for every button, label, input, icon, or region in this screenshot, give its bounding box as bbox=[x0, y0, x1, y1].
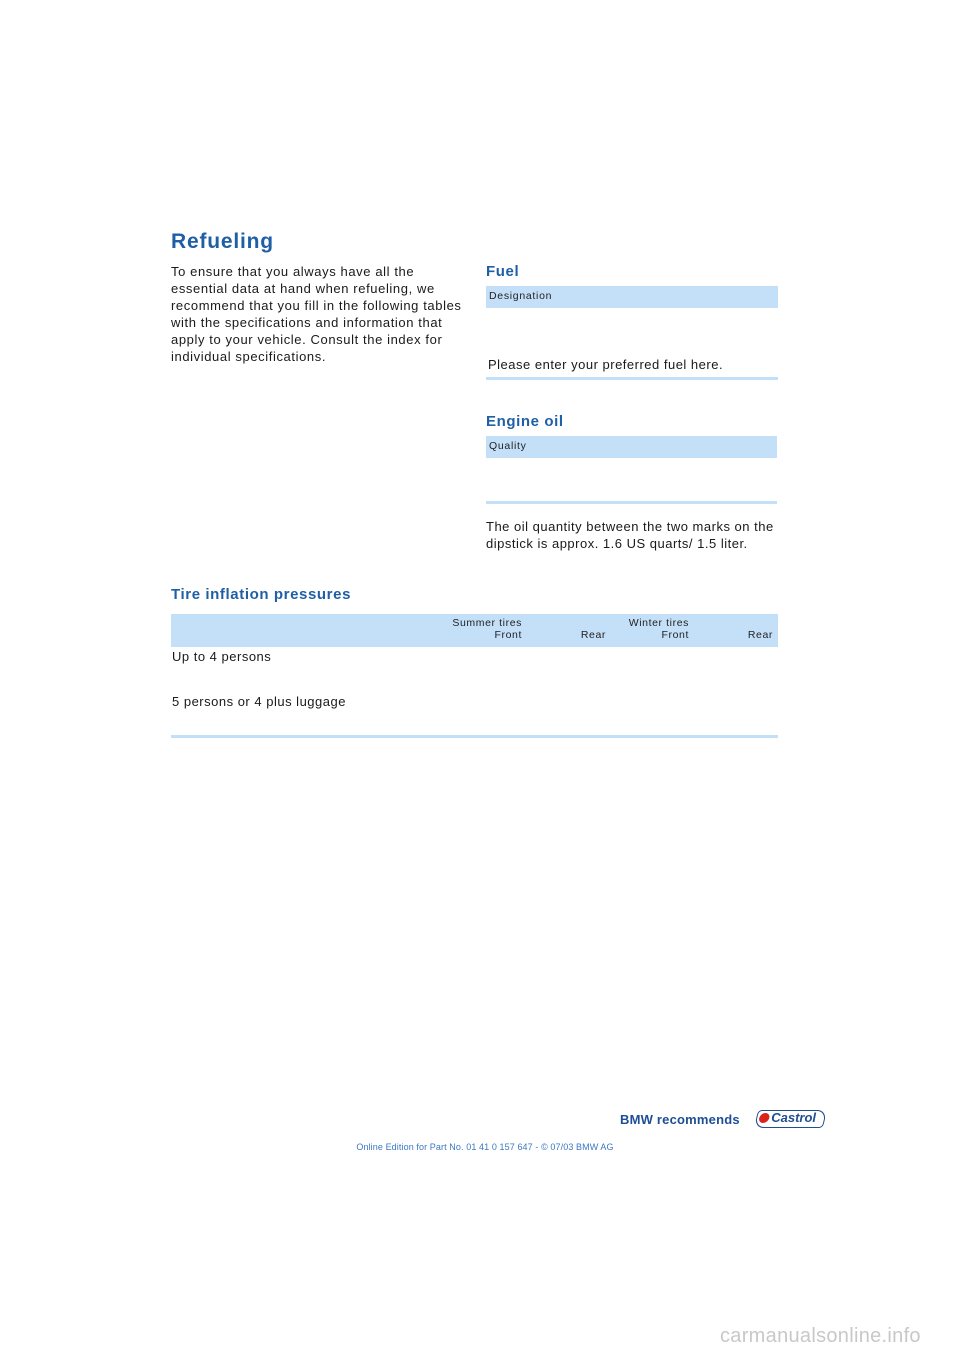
engine-oil-heading: Engine oil bbox=[486, 413, 564, 430]
fuel-heading: Fuel bbox=[486, 263, 520, 280]
tire-table-header bbox=[171, 614, 778, 647]
intro-paragraph: To ensure that you always have all the essential data at hand when refueling, we recommend that you fill in the following tables with the specifications and information that apply to your vehicle. Consult the index for individual specifications. bbox=[171, 264, 462, 364]
oil-quantity-note: The oil quantity between the two marks on the dipstick is approx. 1.6 US quarts/ 1.5 liter. bbox=[486, 519, 774, 551]
summer-front-label: Front bbox=[494, 629, 522, 641]
tire-pressures-heading: Tire inflation pressures bbox=[171, 586, 352, 603]
summer-tires-label: Summer tires bbox=[452, 617, 522, 629]
tire-row-5-persons: 5 persons or 4 plus luggage bbox=[172, 694, 346, 709]
fuel-divider bbox=[486, 377, 778, 380]
summer-rear-label: Rear bbox=[580, 629, 606, 641]
watermark: carmanualsonline.info bbox=[720, 1325, 921, 1347]
oil-quality-bar bbox=[486, 436, 777, 458]
tire-row-up-to-4: Up to 4 persons bbox=[172, 649, 272, 664]
castrol-brand: Castrol bbox=[771, 1110, 817, 1125]
winter-tires-label: Winter tires bbox=[628, 617, 689, 629]
castrol-logo bbox=[754, 1110, 827, 1128]
footer-edition: Online Edition for Part No. 01 41 0 157 647 - © 07/03 BMW AG bbox=[356, 1142, 614, 1152]
tire-table-divider bbox=[171, 735, 778, 738]
oil-divider bbox=[486, 501, 777, 504]
bmw-recommends-text: BMW recommends bbox=[620, 1112, 740, 1127]
winter-rear-label: Rear bbox=[747, 629, 773, 641]
fuel-designation-label: Designation bbox=[489, 290, 553, 302]
fuel-designation-bar bbox=[486, 286, 778, 308]
oil-quality-label: Quality bbox=[489, 440, 527, 452]
fuel-note: Please enter your preferred fuel here. bbox=[488, 357, 724, 372]
winter-front-label: Front bbox=[661, 629, 689, 641]
page-title: Refueling bbox=[171, 230, 274, 253]
